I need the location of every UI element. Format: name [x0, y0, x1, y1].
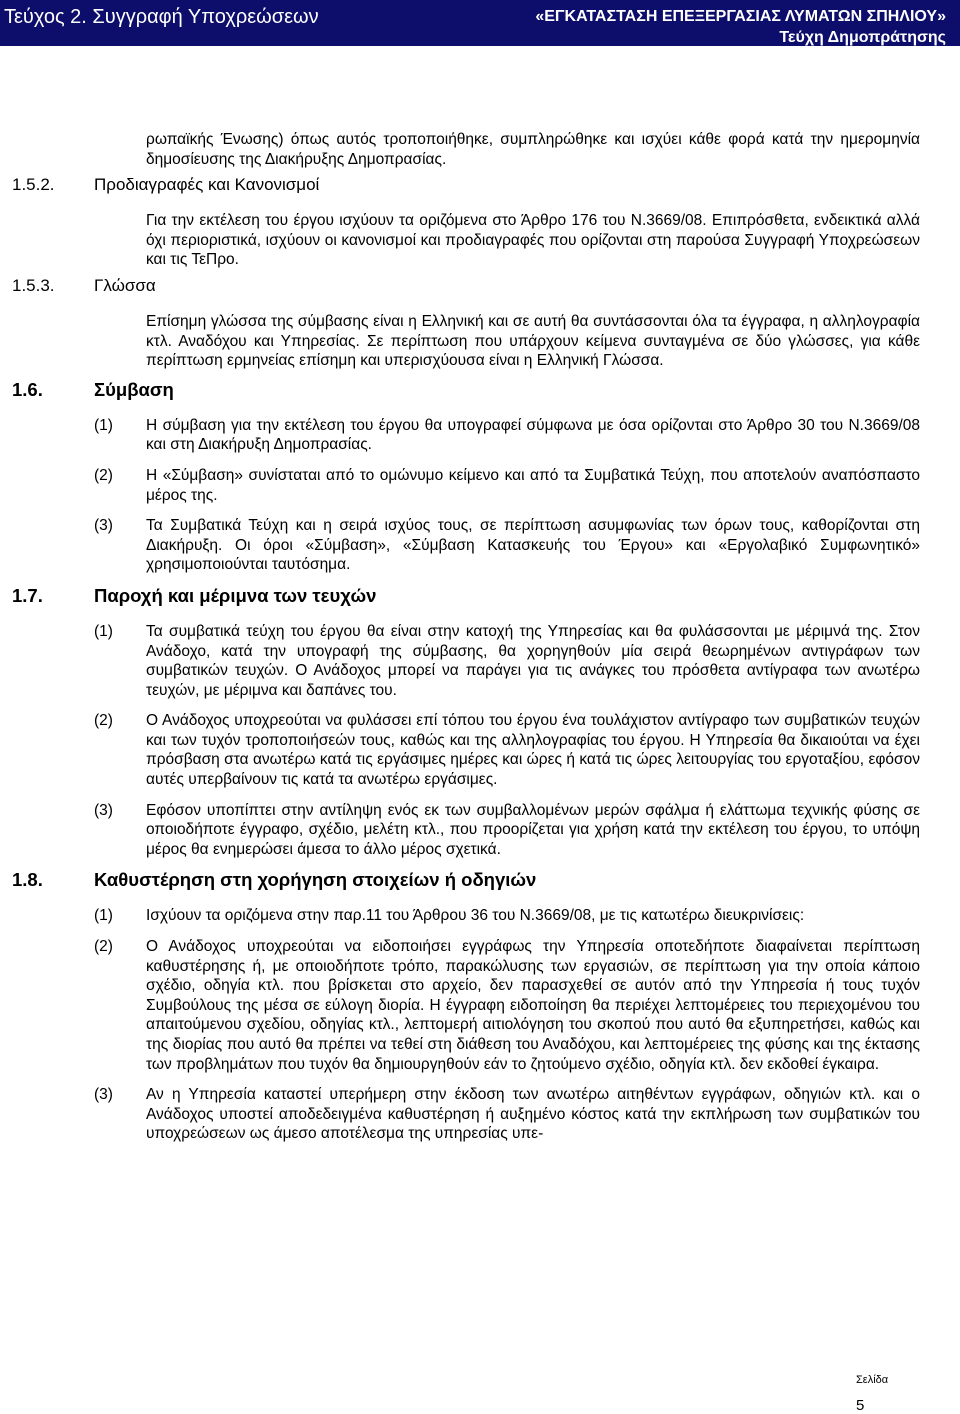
item-text: Εφόσον υποπίπτει στην αντίληψη ενός εκ των συμβαλλομένων μερών σφάλμα ή ελάττωμα τεχνικής φύσης σε οποιοδήποτε έγγραφο, σχέδιο, μελέτη κτλ., που προορίζεται για χρήση κατά την εκτέλεση του έργου, το υπόψη μέρος θα ενημερώσει άμεσα το άλλο μέρος σχετικά. — [146, 801, 920, 858]
intro-paragraph: ρωπαϊκής Ένωσης) όπως αυτός τροποποιήθηκε, συμπληρώθηκε και ισχύει κάθε φορά κατά την ημερομηνία δημοσίευσης της Διακήρυξης Δημοπρασίας. — [146, 131, 920, 168]
item-marker: (1) — [94, 907, 113, 925]
item-text: Αν η Υπηρεσία καταστεί υπερήμερη στην έκδοση των ανωτέρω αιτηθέντων εγγράφων, οδηγιών κτλ. και ο Ανάδοχος υποστεί αποδεδειγμένα καθυστέρηση ή αυξημένο κόστος κατά την εκπλήρωση των συμβατικών του υποχρεώσεων ως άμεσο αποτέλεσμα της υπηρεσίας υπε- — [146, 1086, 920, 1143]
list-item — [94, 416, 920, 455]
section-title: Καθυστέρηση στη χορήγηση στοιχείων ή οδηγιών — [94, 869, 537, 891]
list-item — [94, 801, 920, 860]
section-number: 1.7. — [12, 584, 43, 606]
list-item — [94, 466, 920, 505]
item-marker: (3) — [94, 1086, 113, 1104]
page-number: 5 — [856, 1397, 865, 1414]
section-1-5-2-heading — [0, 175, 960, 197]
section-1-5-2-text: Για την εκτέλεση του έργου ισχύουν τα οριζόμενα στο Άρθρο 176 του Ν.3669/08. Επιπρόσθετα, ενδεικτικά αλλά όχι περιοριστικά, ισχύουν οι κανονισμοί και προδιαγραφές που ορίζονται στη παρούσα Συγγραφή Υποχρεώσεων και τις ΤεΠρο. — [146, 212, 920, 269]
item-text: Ο Ανάδοχος υποχρεούται να ειδοποιήσει εγγράφως την Υπηρεσία οποτεδήποτε διαφαίνεται περίπτωση καθυστέρησης ή, με οποιοδήποτε τρόπο, παρακώλυσης των εργασιών, σε περίπτωση για την οποία κάποιο σχέδιο, οδηγία κτλ. που βρίσκεται στο αρχείο, δεν παρασχεθεί σε αυτόν από την Υπηρεσία ή τους τυχόν Συμβούλους της μέσα σε εύλογη διορία. Η έγγραφη ειδοποίηση θα περιέχει λεπτομέρειες του περιεχομένου του απαιτούμενου σχεδίου, οδηγίας κτλ., λεπτομερή αιτιολόγηση του σκοπού που αυτό θα εξυπηρετήσει, καθώς και της διορίας που αυτό θα πρέπει να τεθεί στη διάθεση του Αναδόχου, και λεπτομέρειες της φύσης και της έκτασης των προβλημάτων που τυχόν θα δημιουργηθούν εάν το ζητούμενο σχέδιο, οδηγία κτλ. δεν εκδοθεί έγκαιρα. — [146, 938, 920, 1073]
item-marker: (3) — [94, 801, 113, 819]
list-item — [94, 906, 920, 926]
list-item — [94, 711, 920, 789]
page-header — [0, 0, 960, 46]
list-item — [94, 937, 920, 1074]
item-marker: (1) — [94, 622, 113, 640]
page-footer — [856, 1373, 888, 1413]
item-marker: (2) — [94, 938, 113, 956]
header-project-title — [535, 6, 946, 48]
section-number: 1.8. — [12, 869, 43, 891]
section-number: 1.5.3. — [12, 275, 55, 295]
section-number: 1.6. — [12, 378, 43, 400]
document-body — [0, 118, 960, 1144]
item-text: Τα Συμβατικά Τεύχη και η σειρά ισχύος τους, σε περίπτωση ασυμφωνίας των όρων τους, καθορίζονται στη Διακήρυξη. Οι όροι «Σύμβαση», «Σύμβαση Κατασκευής του Έργου» και «Εργολαβικό Συμφωνητικό» χρησιμοποιούνται ταυτόσημα. — [146, 517, 920, 574]
section-1-8-heading — [0, 870, 960, 892]
item-marker: (2) — [94, 712, 113, 730]
section-1-5-3-heading — [0, 276, 960, 298]
item-text: Η σύμβαση για την εκτέλεση του έργου θα υπογραφεί σύμφωνα με όσα ορίζονται στο Άρθρο 30 του Ν.3669/08 και στη Διακήρυξη Δημοπρασίας. — [146, 416, 920, 454]
list-item — [94, 1085, 920, 1144]
header-doc-type: Τεύχη Δημοπράτησης — [779, 29, 946, 46]
item-text: Ισχύουν τα οριζόμενα στην παρ.11 του Άρθρου 36 του Ν.3669/08, με τις κατωτέρω διευκρινίσεις: — [146, 907, 805, 925]
item-text: Τα συμβατικά τεύχη του έργου θα είναι στην κατοχή της Υπηρεσίας και θα φυλάσσονται με μέριμνά της. Στον Ανάδοχο, κατά την υπογραφή της σύμβασης, θα χορηγηθούν μία σειρά θεωρημένων αντιγράφων των συμβατικών τευχών. Ο Ανάδοχος μπορεί να παράγει για τις ανάγκες του πρόσθετα αντίγραφα των ανωτέρω τευχών, με μέριμνα και δαπάνες του. — [146, 622, 920, 699]
section-title: Γλώσσα — [94, 275, 156, 295]
section-number: 1.5.2. — [12, 175, 55, 195]
section-title: Παροχή και μέριμνα των τευχών — [94, 584, 377, 606]
section-1-5-3-text: Επίσημη γλώσσα της σύμβασης είναι η Ελληνική και σε αυτή θα συντάσσονται όλα τα έγγραφα, η αλληλογραφία κτλ. Αναδόχου και Υπηρεσίας. Σε περίπτωση που υπάρχουν κείμενα συνταγμένα σε δύο γλώσσες, για κάθε περίπτωση ερμηνείας επίσημη και υπερισχύουσα είναι η Ελληνική Γλώσσα. — [146, 312, 920, 370]
page-label: Σελίδα — [856, 1374, 889, 1386]
list-item — [94, 516, 920, 575]
item-text: Η «Σύμβαση» συνίσταται από το ομώνυμο κείμενο και από τα Συμβατικά Τεύχη, που αποτελούν αναπόσπαστο μέρος της. — [146, 466, 920, 504]
item-marker: (1) — [94, 416, 113, 434]
item-marker: (2) — [94, 466, 113, 484]
section-1-7-heading — [0, 586, 960, 608]
section-1-6-heading — [0, 380, 960, 402]
item-marker: (3) — [94, 517, 113, 535]
header-project-name: «ΕΓΚΑΤΑΣΤΑΣΗ ΕΠΕΞΕΡΓΑΣΙΑΣ ΛΥΜΑΤΩΝ ΣΠΗΛΙΟΥ» — [535, 8, 946, 25]
section-title: Σύμβαση — [94, 378, 174, 400]
header-volume-title: Τεύχος 2. Συγγραφή Υποχρεώσεων — [4, 6, 319, 28]
section-title: Προδιαγραφές και Κανονισμοί — [94, 175, 320, 195]
item-text: Ο Ανάδοχος υποχρεούται να φυλάσσει επί τόπου του έργου ένα τουλάχιστον αντίγραφο των συμβατικών τευχών και των τυχόν τροποποιήσεών τους, καθώς και της αλληλογραφίας του έργου. Η Υπηρεσία θα δικαιούται να έχει πρόσβαση στα ανωτέρω κατά τις εργάσιμες ημέρες και ώρες ή κατά τις ώρες λειτουργίας του εργοταξίου, εφόσον αυτές υπερβαίνουν τις κατά τα ανωτέρω εργάσιμες. — [146, 712, 920, 789]
list-item — [94, 622, 920, 700]
